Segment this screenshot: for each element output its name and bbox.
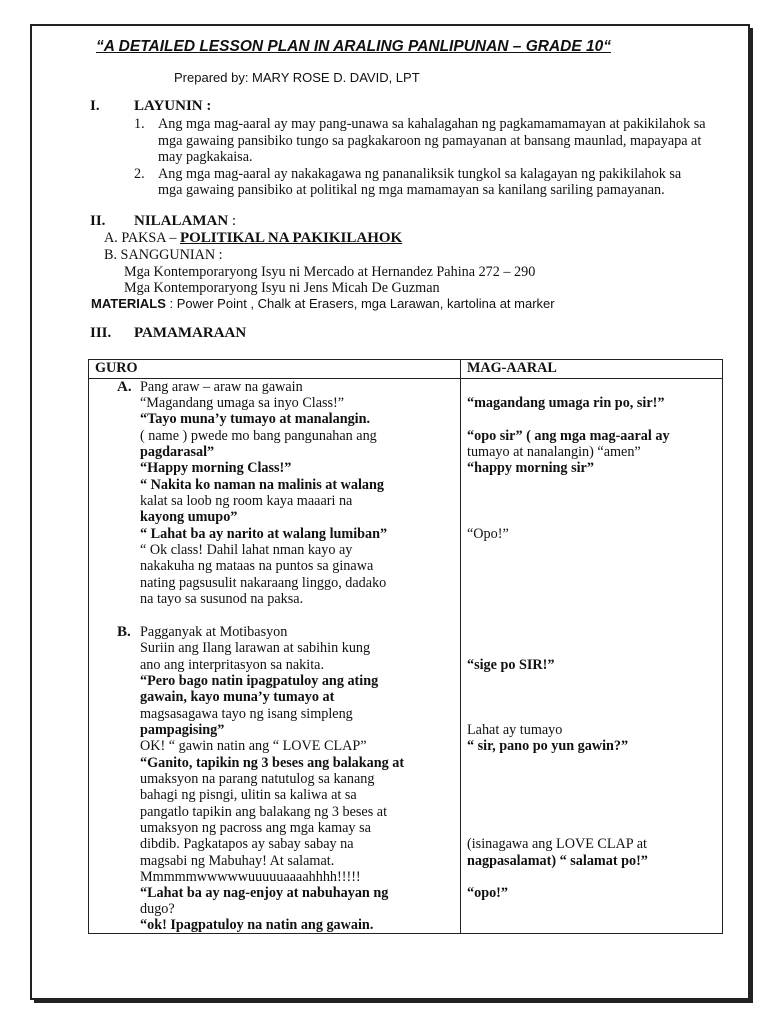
guro-line: Suriin ang Ilang larawan at sabihin kung <box>140 640 371 656</box>
reference-item: Mga Kontemporaryong Isyu ni Mercado at Hernandez Pahina 272 – 290 <box>124 264 536 280</box>
paksa-value: POLITIKAL NA PAKIKILAHOK <box>179 230 403 246</box>
student-line: “magandang umaga rin po, sir!” <box>467 395 665 411</box>
step-b-letter: B. <box>117 624 131 640</box>
mag-aaral-cell <box>461 379 723 934</box>
guro-line: pagdarasal” <box>140 444 215 460</box>
guro-cell <box>89 379 461 934</box>
guro-line: nakakuha ng mataas na puntos sa ginawa <box>140 558 374 574</box>
document-title: “A DETAILED LESSON PLAN IN ARALING PANLIPUNAN – GRADE 10“ <box>96 38 611 55</box>
guro-line: na tayo sa susunod na paksa. <box>140 591 304 607</box>
student-line: “opo!” <box>467 885 508 901</box>
guro-line: magsasagawa tayo ng isang simpleng <box>140 706 353 722</box>
guro-line: nating pagsusulit nakaraang linggo, dadako <box>140 575 387 591</box>
student-line: nagpasalamat) “ salamat po!” <box>467 853 648 869</box>
guro-line: “ Lahat ba ay narito at walang lumiban” <box>140 526 388 542</box>
guro-line: “ok! Ipagpatuloy na natin ang gawain. <box>140 917 374 933</box>
paksa-line: A. PAKSA – POLITIKAL NA PAKIKILAHOK <box>104 230 403 246</box>
guro-line: OK! “ gawin natin ang “ LOVE CLAP” <box>140 738 367 754</box>
section-1-heading: LAYUNIN : <box>134 98 212 114</box>
section-2-numeral: II. <box>90 213 106 229</box>
student-line: tumayo at nanalangin) “amen” <box>467 444 641 460</box>
guro-line: bahagi ng pisngi, ulitin sa kaliwa at sa <box>140 787 357 803</box>
objectives-list <box>134 116 724 199</box>
guro-line: dugo? <box>140 901 175 917</box>
reference-item: Mga Kontemporaryong Isyu ni Jens Micah De Guzman <box>124 280 440 296</box>
section-3-numeral: III. <box>90 325 112 341</box>
step-a-title: Pang araw – araw na gawain <box>140 379 303 395</box>
guro-line: ( name ) pwede mo bang pangunahan ang <box>140 428 377 444</box>
guro-line: “Lahat ba ay nag-enjoy at nabuhayan ng <box>140 885 389 901</box>
guro-line: kalat sa loob ng room kaya maaari na <box>140 493 353 509</box>
guro-line: “ Ok class! Dahil lahat nman kayo ay <box>140 542 353 558</box>
guro-line: dibdib. Pagkatapos ay sabay sabay na <box>140 836 354 852</box>
student-line: Lahat ay tumayo <box>467 722 563 738</box>
guro-line: pampagising” <box>140 722 225 738</box>
student-line: (isinagawa ang LOVE CLAP at <box>467 836 647 852</box>
column-header-mag-aaral: MAG-AARAL <box>461 360 723 379</box>
guro-line: umaksyon ng pacross ang mga kamay sa <box>140 820 371 836</box>
student-line: “sige po SIR!” <box>467 657 555 673</box>
guro-line: “ Nakita ko naman na malinis at walang <box>140 477 384 493</box>
objective-item: 2. Ang mga mag-aaral ay nakakagawa ng pananaliksik tungkol sa kalagayan ng pakikilahok sa mga gawaing pansibiko at politikal ng mga mamamayan sa kanilang sariling pamayanan. <box>134 165 682 198</box>
guro-line: “Magandang umaga sa inyo Class!” <box>140 395 345 411</box>
guro-line: gawain, kayo muna’y tumayo at <box>140 689 335 705</box>
guro-line: kayong umupo” <box>140 509 238 525</box>
section-3-heading: PAMAMARAAN <box>134 325 247 341</box>
guro-line: umaksyon na parang natutulog sa kanang <box>140 771 375 787</box>
materials-line: MATERIALS : Power Point , Chalk at Erasers, mga Larawan, kartolina at marker <box>91 296 555 311</box>
guro-line: “Happy morning Class!” <box>140 460 292 476</box>
section-1-numeral: I. <box>90 98 100 114</box>
student-line: “Opo!” <box>467 526 509 542</box>
step-a-letter: A. <box>117 379 132 395</box>
guro-line: “Tayo muna’y tumayo at manalangin. <box>140 411 371 427</box>
objective-item: 1. Ang mga mag-aaral ay may pang-unawa sa kahalagahan ng pagkamamamayan at pakikilahok sa mga gawaing pansibiko tungo sa pagkakaroon ng pamayanan at bansang maunlad, mapayapa at may pagkakaisa. <box>134 116 706 165</box>
sanggunian-label: B. SANGGUNIAN : <box>104 247 223 263</box>
guro-line: “Pero bago natin ipagpatuloy ang ating <box>140 673 379 689</box>
student-line: “opo sir” ( ang mga mag-aaral ay <box>467 428 670 444</box>
guro-line: “Ganito, tapikin ng 3 beses ang balakang at <box>140 755 405 771</box>
prepared-by: Prepared by: MARY ROSE D. DAVID, LPT <box>174 70 420 85</box>
guro-line: pangatlo tapikin ang balakang ng 3 beses at <box>140 804 388 820</box>
guro-line: magsabi ng Mabuhay! At salamat. <box>140 853 335 869</box>
guro-line: ano ang interpritasyon sa nakita. <box>140 657 324 673</box>
column-header-guro: GURO <box>89 360 461 379</box>
student-line: “happy morning sir” <box>467 460 594 476</box>
step-b-title: Pagganyak at Motibasyon <box>140 624 288 640</box>
section-2-heading: NILALAMAN : <box>134 213 237 229</box>
procedure-table <box>88 359 723 934</box>
student-line: “ sir, pano po yun gawin?” <box>467 738 629 754</box>
guro-line: Mmmmmwwwwwuuuuuaaaahhhh!!!!! <box>140 869 361 885</box>
